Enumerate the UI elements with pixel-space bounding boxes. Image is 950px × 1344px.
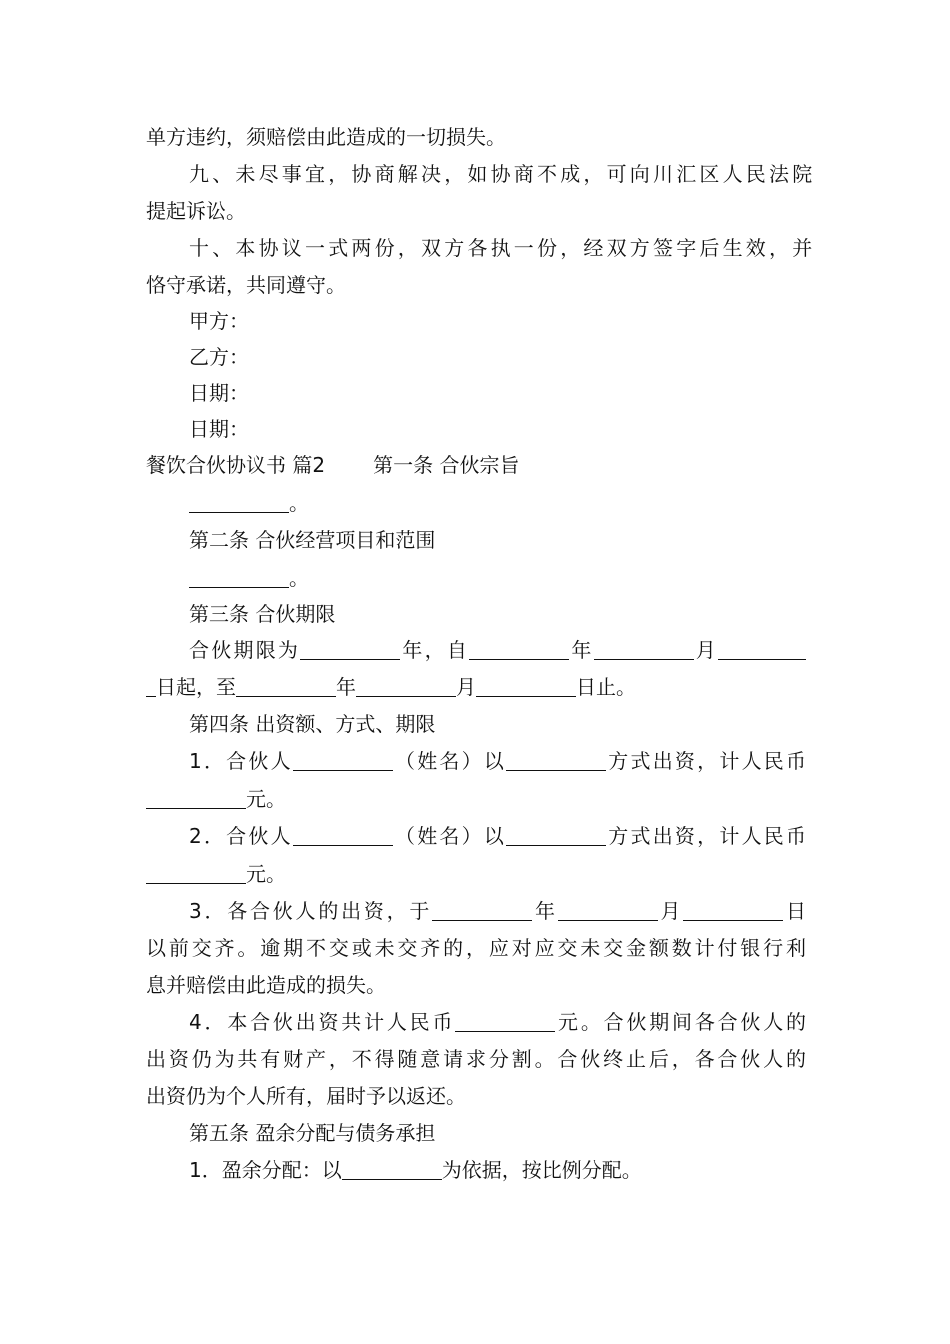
contribution-item: 1．合伙人 （姓名）以 方式出资，计人民币 (189, 749, 806, 773)
blank-field[interactable] (300, 639, 400, 660)
blank-field[interactable] (236, 676, 336, 697)
party-a-label: 甲方： (189, 309, 249, 333)
blank-field[interactable] (293, 825, 393, 846)
blank-field[interactable] (506, 750, 606, 771)
term-line: 日起，至 年 月 日止。 (146, 673, 636, 701)
blank-field[interactable] (342, 1159, 442, 1180)
date-label: 日期： (189, 381, 249, 405)
clause-ten: 十、本协议一式两份，双方各执一份，经双方签字后生效，并 (189, 236, 816, 260)
fill-line: 元。 (146, 785, 286, 813)
paragraph-line: 以前交齐。逾期不交或未交齐的，应对应交未交金额数计付银行利 (146, 936, 806, 960)
profit-item: 1．盈余分配：以 为依据，按比例分配。 (189, 1158, 642, 1182)
blank-field[interactable] (356, 676, 456, 697)
blank-field[interactable] (594, 639, 694, 660)
article-title: 第一条 合伙宗旨 (373, 453, 520, 477)
contribution-item: 2．合伙人 （姓名）以 方式出资，计人民币 (189, 824, 806, 848)
blank-field[interactable] (293, 750, 393, 771)
fill-line: 。 (189, 564, 309, 592)
blank-field[interactable] (718, 639, 806, 660)
fill-line: 。 (189, 489, 309, 517)
article-title: 第五条 盈余分配与债务承担 (189, 1121, 436, 1145)
fill-line: 元。 (146, 860, 286, 888)
party-b-label: 乙方： (189, 345, 249, 369)
blank-field[interactable] (683, 900, 783, 921)
contribution-item: 3．各合伙人的出资，于 年 月 日 (189, 899, 807, 923)
blank-field[interactable] (506, 825, 606, 846)
blank-field[interactable] (146, 788, 246, 809)
paragraph-line: 提起诉讼。 (146, 199, 246, 223)
paragraph-line: 单方违约，须赔偿由此造成的一切损失。 (146, 125, 506, 149)
blank-field[interactable] (455, 1011, 555, 1032)
paragraph-line: 恪守承诺，共同遵守。 (146, 273, 346, 297)
article-title: 第三条 合伙期限 (189, 602, 336, 626)
contribution-item: 4．本合伙出资共计人民币 元。合伙期间各合伙人的 (189, 1010, 807, 1034)
blank-field[interactable] (189, 492, 289, 513)
term-line: 合伙期限为 年，自 年 月 (189, 636, 806, 664)
heading-line (146, 451, 519, 479)
paragraph-line: 出资仍为共有财产，不得随意请求分割。合伙终止后，各合伙人的 (146, 1047, 806, 1071)
article-title: 第二条 合伙经营项目和范围 (189, 528, 436, 552)
blank-field[interactable] (558, 900, 658, 921)
date-label: 日期： (189, 417, 249, 441)
paragraph-line: 出资仍为个人所有，届时予以返还。 (146, 1084, 466, 1108)
clause-nine: 九、未尽事宜，协商解决，如协商不成，可向川汇区人民法院 (189, 162, 816, 186)
blank-field[interactable] (476, 676, 576, 697)
article-title: 第四条 出资额、方式、期限 (189, 712, 436, 736)
blank-field[interactable] (469, 639, 569, 660)
blank-field[interactable] (189, 567, 289, 588)
document-heading: 餐饮合伙协议书 篇2 (146, 453, 326, 477)
blank-field[interactable] (146, 676, 156, 697)
paragraph-line: 息并赔偿由此造成的损失。 (146, 973, 386, 997)
blank-field[interactable] (146, 863, 246, 884)
blank-field[interactable] (432, 900, 532, 921)
